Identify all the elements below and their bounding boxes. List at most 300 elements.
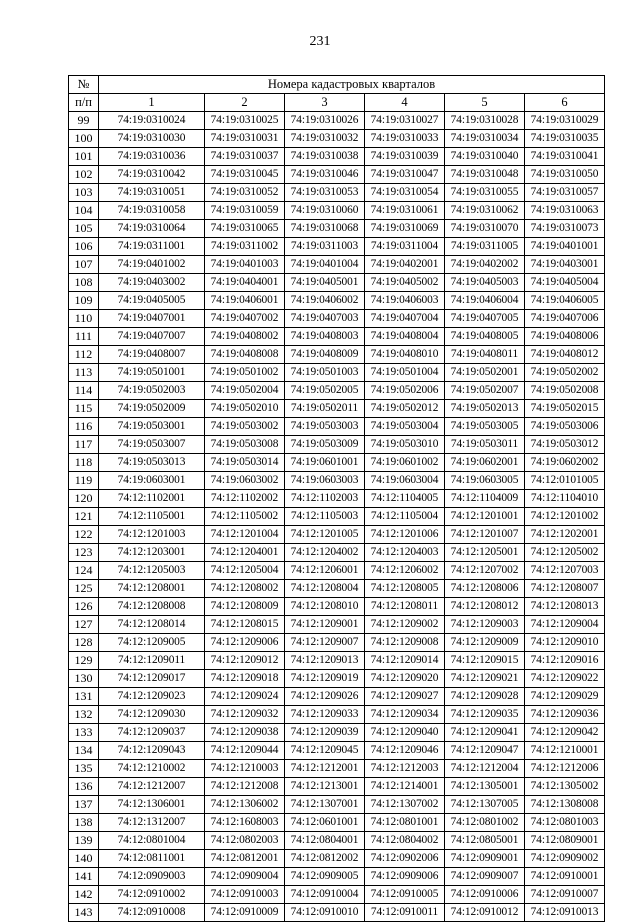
cadastral-number-cell: 74:12:1202001 [525, 526, 605, 544]
cadastral-number-cell: 74:12:1209013 [285, 652, 365, 670]
cadastral-number-cell: 74:12:1208009 [205, 598, 285, 616]
cadastral-number-cell: 74:12:1308008 [525, 796, 605, 814]
row-number-cell: 139 [69, 832, 99, 850]
cadastral-number-cell: 74:19:0401002 [99, 256, 205, 274]
row-number-subheader: п/п [69, 94, 99, 112]
cadastral-number-cell: 74:12:1209017 [99, 670, 205, 688]
row-number-cell: 130 [69, 670, 99, 688]
cadastral-number-cell: 74:19:0405005 [99, 292, 205, 310]
row-number-cell: 141 [69, 868, 99, 886]
row-number-cell: 102 [69, 166, 99, 184]
cadastral-number-cell: 74:12:1105003 [285, 508, 365, 526]
cadastral-number-cell: 74:12:1305002 [525, 778, 605, 796]
row-number-cell: 113 [69, 364, 99, 382]
row-number-cell: 114 [69, 382, 99, 400]
cadastral-number-cell: 74:19:0502008 [525, 382, 605, 400]
row-number-cell: 99 [69, 112, 99, 130]
cadastral-number-cell: 74:19:0503007 [99, 436, 205, 454]
cadastral-number-cell: 74:19:0310034 [445, 130, 525, 148]
table-row [69, 544, 605, 562]
row-number-cell: 111 [69, 328, 99, 346]
cadastral-number-cell: 74:12:1203001 [99, 544, 205, 562]
cadastral-number-cell: 74:12:1305001 [445, 778, 525, 796]
table-row [69, 220, 605, 238]
cadastral-number-cell: 74:12:1209014 [365, 652, 445, 670]
cadastral-number-cell: 74:19:0405003 [445, 274, 525, 292]
cadastral-number-cell: 74:12:1104005 [365, 490, 445, 508]
cadastral-number-cell: 74:12:1205002 [525, 544, 605, 562]
cadastral-number-cell: 74:12:0910010 [285, 904, 365, 922]
cadastral-number-cell: 74:12:1209002 [365, 616, 445, 634]
cadastral-number-cell: 74:19:0403001 [525, 256, 605, 274]
cadastral-number-cell: 74:12:0910005 [365, 886, 445, 904]
cadastral-number-cell: 74:19:0402002 [445, 256, 525, 274]
cadastral-number-cell: 74:19:0310064 [99, 220, 205, 238]
cadastral-number-cell: 74:19:0602001 [445, 454, 525, 472]
cadastral-number-cell: 74:12:1212006 [525, 760, 605, 778]
cadastral-number-cell: 74:12:1105002 [205, 508, 285, 526]
cadastral-number-cell: 74:19:0405001 [285, 274, 365, 292]
cadastral-number-cell: 74:12:1205004 [205, 562, 285, 580]
cadastral-number-cell: 74:19:0310024 [99, 112, 205, 130]
table-row [69, 310, 605, 328]
cadastral-number-cell: 74:12:1209009 [445, 634, 525, 652]
table-row [69, 688, 605, 706]
row-number-cell: 138 [69, 814, 99, 832]
cadastral-number-cell: 74:19:0403002 [99, 274, 205, 292]
table-row [69, 706, 605, 724]
cadastral-number-cell: 74:12:1209008 [365, 634, 445, 652]
cadastral-number-cell: 74:19:0408009 [285, 346, 365, 364]
cadastral-number-cell: 74:12:1209004 [525, 616, 605, 634]
cadastral-number-cell: 74:19:0310062 [445, 202, 525, 220]
cadastral-number-cell: 74:12:0804002 [365, 832, 445, 850]
cadastral-number-cell: 74:12:1201002 [525, 508, 605, 526]
cadastral-number-cell: 74:12:1208014 [99, 616, 205, 634]
cadastral-number-cell: 74:19:0401001 [525, 238, 605, 256]
cadastral-number-cell: 74:19:0502011 [285, 400, 365, 418]
cadastral-number-cell: 74:12:1206002 [365, 562, 445, 580]
cadastral-number-cell: 74:19:0502004 [205, 382, 285, 400]
cadastral-number-cell: 74:19:0310068 [285, 220, 365, 238]
table-row [69, 562, 605, 580]
cadastral-number-cell: 74:19:0603005 [445, 472, 525, 490]
column-header: 1 [99, 94, 205, 112]
cadastral-number-cell: 74:12:1201007 [445, 526, 525, 544]
cadastral-number-cell: 74:19:0602002 [525, 454, 605, 472]
cadastral-number-cell: 74:12:0910006 [445, 886, 525, 904]
cadastral-number-cell: 74:12:0101005 [525, 472, 605, 490]
cadastral-number-cell: 74:12:1208011 [365, 598, 445, 616]
page-number: 231 [309, 34, 331, 49]
cadastral-number-cell: 74:12:1209040 [365, 724, 445, 742]
cadastral-number-cell: 74:12:1208004 [285, 580, 365, 598]
cadastral-number-cell: 74:12:1312007 [99, 814, 205, 832]
table-row [69, 796, 605, 814]
row-number-cell: 122 [69, 526, 99, 544]
cadastral-number-cell: 74:12:1209019 [285, 670, 365, 688]
cadastral-number-cell: 74:19:0310061 [365, 202, 445, 220]
cadastral-number-cell: 74:12:1209027 [365, 688, 445, 706]
row-number-cell: 132 [69, 706, 99, 724]
cadastral-number-cell: 74:19:0310032 [285, 130, 365, 148]
cadastral-number-cell: 74:12:0910011 [365, 904, 445, 922]
cadastral-number-cell: 74:12:0601001 [285, 814, 365, 832]
cadastral-number-cell: 74:19:0407007 [99, 328, 205, 346]
cadastral-number-cell: 74:19:0407001 [99, 310, 205, 328]
cadastral-number-cell: 74:12:1212004 [445, 760, 525, 778]
table-row [69, 418, 605, 436]
cadastral-number-cell: 74:19:0503009 [285, 436, 365, 454]
row-number-cell: 124 [69, 562, 99, 580]
cadastral-number-cell: 74:12:0910002 [99, 886, 205, 904]
row-number-cell: 116 [69, 418, 99, 436]
cadastral-number-cell: 74:12:1208001 [99, 580, 205, 598]
cadastral-number-cell: 74:19:0310070 [445, 220, 525, 238]
row-number-cell: 107 [69, 256, 99, 274]
cadastral-number-cell: 74:19:0310069 [365, 220, 445, 238]
cadastral-number-cell: 74:12:1209026 [285, 688, 365, 706]
cadastral-number-cell: 74:12:1208006 [445, 580, 525, 598]
row-number-cell: 126 [69, 598, 99, 616]
cadastral-number-cell: 74:12:1201005 [285, 526, 365, 544]
cadastral-number-cell: 74:12:1209041 [445, 724, 525, 742]
cadastral-number-cell: 74:19:0401004 [285, 256, 365, 274]
cadastral-number-cell: 74:12:0909007 [445, 868, 525, 886]
cadastral-number-cell: 74:12:0909006 [365, 868, 445, 886]
cadastral-number-cell: 74:19:0503003 [285, 418, 365, 436]
cadastral-number-cell: 74:12:1201003 [99, 526, 205, 544]
row-number-cell: 128 [69, 634, 99, 652]
cadastral-number-cell: 74:12:1209023 [99, 688, 205, 706]
row-number-cell: 118 [69, 454, 99, 472]
cadastral-number-cell: 74:12:0801004 [99, 832, 205, 850]
cadastral-number-cell: 74:12:1204001 [205, 544, 285, 562]
cadastral-number-cell: 74:12:0909003 [99, 868, 205, 886]
cadastral-number-cell: 74:19:0310038 [285, 148, 365, 166]
cadastral-number-cell: 74:12:0909004 [205, 868, 285, 886]
table-row [69, 670, 605, 688]
cadastral-number-cell: 74:19:0503005 [445, 418, 525, 436]
row-number-cell: 106 [69, 238, 99, 256]
cadastral-number-cell: 74:19:0503006 [525, 418, 605, 436]
cadastral-number-cell: 74:12:1306002 [205, 796, 285, 814]
cadastral-number-cell: 74:12:0809001 [525, 832, 605, 850]
cadastral-number-cell: 74:12:1208002 [205, 580, 285, 598]
cadastral-number-cell: 74:12:0801002 [445, 814, 525, 832]
cadastral-number-cell: 74:12:1105004 [365, 508, 445, 526]
cadastral-number-cell: 74:19:0310041 [525, 148, 605, 166]
cadastral-number-cell: 74:19:0402001 [365, 256, 445, 274]
cadastral-number-cell: 74:12:0910009 [205, 904, 285, 922]
table-row [69, 202, 605, 220]
cadastral-number-cell: 74:12:1214001 [365, 778, 445, 796]
row-number-cell: 101 [69, 148, 99, 166]
cadastral-number-cell: 74:12:1209021 [445, 670, 525, 688]
cadastral-number-cell: 74:19:0408007 [99, 346, 205, 364]
cadastral-number-cell: 74:12:1212007 [99, 778, 205, 796]
cadastral-number-cell: 74:12:1209020 [365, 670, 445, 688]
cadastral-number-cell: 74:19:0603003 [285, 472, 365, 490]
cadastral-number-cell: 74:12:0902006 [365, 850, 445, 868]
row-number-cell: 104 [69, 202, 99, 220]
cadastral-number-cell: 74:19:0503004 [365, 418, 445, 436]
cadastral-number-cell: 74:12:1208008 [99, 598, 205, 616]
cadastral-number-cell: 74:12:1209006 [205, 634, 285, 652]
cadastral-number-cell: 74:19:0310036 [99, 148, 205, 166]
cadastral-number-cell: 74:19:0310057 [525, 184, 605, 202]
cadastral-number-cell: 74:19:0408005 [445, 328, 525, 346]
cadastral-number-cell: 74:12:1209030 [99, 706, 205, 724]
cadastral-number-cell: 74:19:0311005 [445, 238, 525, 256]
row-number-cell: 105 [69, 220, 99, 238]
table-row [69, 886, 605, 904]
cadastral-number-cell: 74:12:1208013 [525, 598, 605, 616]
cadastral-number-cell: 74:12:1208012 [445, 598, 525, 616]
cadastral-number-cell: 74:19:0408008 [205, 346, 285, 364]
table-row [69, 382, 605, 400]
cadastral-number-cell: 74:19:0310026 [285, 112, 365, 130]
cadastral-number-cell: 74:19:0502001 [445, 364, 525, 382]
cadastral-number-cell: 74:19:0408010 [365, 346, 445, 364]
cadastral-number-cell: 74:12:1213001 [285, 778, 365, 796]
cadastral-number-cell: 74:12:1208005 [365, 580, 445, 598]
cadastral-number-cell: 74:19:0503001 [99, 418, 205, 436]
cadastral-number-cell: 74:12:1209007 [285, 634, 365, 652]
cadastral-number-cell: 74:12:1212003 [365, 760, 445, 778]
row-number-cell: 137 [69, 796, 99, 814]
table-row [69, 472, 605, 490]
row-number-cell: 103 [69, 184, 99, 202]
cadastral-number-cell: 74:12:1209034 [365, 706, 445, 724]
table-row [69, 634, 605, 652]
cadastral-number-cell: 74:12:1212008 [205, 778, 285, 796]
cadastral-number-cell: 74:12:1209036 [525, 706, 605, 724]
column-header: 3 [285, 94, 365, 112]
cadastral-number-cell: 74:19:0502006 [365, 382, 445, 400]
cadastral-number-cell: 74:12:1208010 [285, 598, 365, 616]
cadastral-number-cell: 74:19:0502009 [99, 400, 205, 418]
cadastral-number-cell: 74:19:0501003 [285, 364, 365, 382]
cadastral-number-cell: 74:19:0310029 [525, 112, 605, 130]
column-header: 2 [205, 94, 285, 112]
cadastral-number-cell: 74:19:0405002 [365, 274, 445, 292]
cadastral-number-cell: 74:19:0502015 [525, 400, 605, 418]
cadastral-number-cell: 74:19:0406003 [365, 292, 445, 310]
table-row [69, 490, 605, 508]
row-number-cell: 119 [69, 472, 99, 490]
cadastral-number-cell: 74:12:1209024 [205, 688, 285, 706]
cadastral-number-cell: 74:19:0503014 [205, 454, 285, 472]
cadastral-number-cell: 74:12:1206001 [285, 562, 365, 580]
cadastral-number-cell: 74:19:0601001 [285, 454, 365, 472]
cadastral-number-cell: 74:19:0310060 [285, 202, 365, 220]
row-number-cell: 140 [69, 850, 99, 868]
row-number-cell: 121 [69, 508, 99, 526]
cadastral-number-cell: 74:19:0310050 [525, 166, 605, 184]
cadastral-number-cell: 74:19:0406002 [285, 292, 365, 310]
row-number-cell: 112 [69, 346, 99, 364]
cadastral-number-cell: 74:19:0502013 [445, 400, 525, 418]
cadastral-number-cell: 74:12:1307002 [365, 796, 445, 814]
cadastral-number-cell: 74:12:0812002 [285, 850, 365, 868]
row-number-cell: 109 [69, 292, 99, 310]
cadastral-number-cell: 74:19:0310030 [99, 130, 205, 148]
cadastral-number-cell: 74:19:0310059 [205, 202, 285, 220]
row-number-cell: 108 [69, 274, 99, 292]
cadastral-number-cell: 74:12:1307005 [445, 796, 525, 814]
cadastral-number-cell: 74:19:0502012 [365, 400, 445, 418]
table-row [69, 724, 605, 742]
table-body [69, 112, 605, 922]
row-number-cell: 115 [69, 400, 99, 418]
row-number-header: № [69, 76, 99, 94]
row-number-cell: 120 [69, 490, 99, 508]
cadastral-number-cell: 74:12:1201004 [205, 526, 285, 544]
cadastral-number-cell: 74:19:0503013 [99, 454, 205, 472]
cadastral-number-cell: 74:19:0310025 [205, 112, 285, 130]
cadastral-number-cell: 74:19:0310031 [205, 130, 285, 148]
table-row [69, 364, 605, 382]
cadastral-number-cell: 74:12:1207002 [445, 562, 525, 580]
row-number-cell: 125 [69, 580, 99, 598]
cadastral-number-cell: 74:12:1209039 [285, 724, 365, 742]
cadastral-number-cell: 74:12:1209037 [99, 724, 205, 742]
table-row [69, 832, 605, 850]
cadastral-number-cell: 74:12:0804001 [285, 832, 365, 850]
table-row [69, 184, 605, 202]
cadastral-number-cell: 74:19:0603001 [99, 472, 205, 490]
cadastral-number-cell: 74:12:0910007 [525, 886, 605, 904]
cadastral-number-cell: 74:12:1608003 [205, 814, 285, 832]
table-row [69, 526, 605, 544]
cadastral-number-cell: 74:12:1209001 [285, 616, 365, 634]
table-row [69, 328, 605, 346]
cadastral-number-cell: 74:12:1201001 [445, 508, 525, 526]
cadastral-number-cell: 74:12:0805001 [445, 832, 525, 850]
cadastral-number-cell: 74:12:1209033 [285, 706, 365, 724]
cadastral-number-cell: 74:19:0310055 [445, 184, 525, 202]
table-row [69, 454, 605, 472]
column-header: 4 [365, 94, 445, 112]
cadastral-number-cell: 74:19:0310028 [445, 112, 525, 130]
table-row [69, 778, 605, 796]
cadastral-number-cell: 74:19:0310037 [205, 148, 285, 166]
cadastral-number-cell: 74:12:1201006 [365, 526, 445, 544]
cadastral-number-cell: 74:12:0910012 [445, 904, 525, 922]
cadastral-number-cell: 74:19:0311002 [205, 238, 285, 256]
table-row [69, 112, 605, 130]
table-row [69, 652, 605, 670]
cadastral-number-cell: 74:12:1210003 [205, 760, 285, 778]
cadastral-number-cell: 74:12:0909005 [285, 868, 365, 886]
cadastral-number-cell: 74:12:0910004 [285, 886, 365, 904]
table-row [69, 760, 605, 778]
table-row [69, 148, 605, 166]
cadastral-number-cell: 74:12:1209011 [99, 652, 205, 670]
table-row [69, 868, 605, 886]
cadastral-number-cell: 74:12:1209018 [205, 670, 285, 688]
cadastral-number-cell: 74:19:0406004 [445, 292, 525, 310]
cadastral-number-cell: 74:19:0310073 [525, 220, 605, 238]
cadastral-number-cell: 74:19:0310063 [525, 202, 605, 220]
cadastral-number-cell: 74:19:0503008 [205, 436, 285, 454]
table-row [69, 814, 605, 832]
cadastral-number-cell: 74:12:1102003 [285, 490, 365, 508]
cadastral-table [68, 75, 605, 922]
cadastral-number-cell: 74:19:0401003 [205, 256, 285, 274]
cadastral-number-cell: 74:19:0501004 [365, 364, 445, 382]
cadastral-number-cell: 74:12:1104009 [445, 490, 525, 508]
cadastral-number-cell: 74:19:0405004 [525, 274, 605, 292]
cadastral-number-cell: 74:12:1307001 [285, 796, 365, 814]
cadastral-number-cell: 74:12:1105001 [99, 508, 205, 526]
cadastral-number-cell: 74:19:0407006 [525, 310, 605, 328]
table-row [69, 580, 605, 598]
cadastral-number-cell: 74:19:0501002 [205, 364, 285, 382]
table-row [69, 616, 605, 634]
cadastral-number-cell: 74:19:0407003 [285, 310, 365, 328]
table-row [69, 292, 605, 310]
cadastral-number-cell: 74:12:1104010 [525, 490, 605, 508]
cadastral-number-cell: 74:19:0408011 [445, 346, 525, 364]
cadastral-number-cell: 74:12:1209035 [445, 706, 525, 724]
cadastral-number-cell: 74:19:0503010 [365, 436, 445, 454]
cadastral-number-cell: 74:19:0310046 [285, 166, 365, 184]
cadastral-number-cell: 74:19:0603002 [205, 472, 285, 490]
row-number-cell: 100 [69, 130, 99, 148]
cadastral-number-cell: 74:12:1208015 [205, 616, 285, 634]
cadastral-number-cell: 74:12:0812001 [205, 850, 285, 868]
table-row [69, 400, 605, 418]
cadastral-number-cell: 74:12:1306001 [99, 796, 205, 814]
row-number-cell: 133 [69, 724, 99, 742]
cadastral-number-cell: 74:19:0502002 [525, 364, 605, 382]
cadastral-number-cell: 74:12:1209043 [99, 742, 205, 760]
cadastral-number-cell: 74:12:0909002 [525, 850, 605, 868]
cadastral-number-cell: 74:12:1209022 [525, 670, 605, 688]
cadastral-number-cell: 74:12:1205003 [99, 562, 205, 580]
cadastral-number-cell: 74:12:1209005 [99, 634, 205, 652]
cadastral-number-cell: 74:12:1209028 [445, 688, 525, 706]
table-row [69, 130, 605, 148]
row-number-cell: 134 [69, 742, 99, 760]
row-number-cell: 136 [69, 778, 99, 796]
row-number-cell: 129 [69, 652, 99, 670]
cadastral-number-cell: 74:19:0502010 [205, 400, 285, 418]
cadastral-number-cell: 74:19:0603004 [365, 472, 445, 490]
cadastral-number-cell: 74:12:1212001 [285, 760, 365, 778]
cadastral-number-cell: 74:12:1204002 [285, 544, 365, 562]
cadastral-number-cell: 74:19:0408006 [525, 328, 605, 346]
cadastral-number-cell: 74:19:0310033 [365, 130, 445, 148]
row-number-cell: 142 [69, 886, 99, 904]
cadastral-number-cell: 74:19:0310053 [285, 184, 365, 202]
cadastral-number-cell: 74:19:0404001 [205, 274, 285, 292]
cadastral-number-cell: 74:19:0502005 [285, 382, 365, 400]
row-number-cell: 123 [69, 544, 99, 562]
row-number-cell: 135 [69, 760, 99, 778]
cadastral-number-cell: 74:12:1209010 [525, 634, 605, 652]
cadastral-number-cell: 74:12:1209029 [525, 688, 605, 706]
cadastral-number-cell: 74:12:1209038 [205, 724, 285, 742]
cadastral-number-cell: 74:12:0802003 [205, 832, 285, 850]
column-header: 5 [445, 94, 525, 112]
cadastral-number-cell: 74:12:1102002 [205, 490, 285, 508]
cadastral-number-cell: 74:19:0311001 [99, 238, 205, 256]
cadastral-number-cell: 74:19:0310054 [365, 184, 445, 202]
cadastral-number-cell: 74:12:1210002 [99, 760, 205, 778]
